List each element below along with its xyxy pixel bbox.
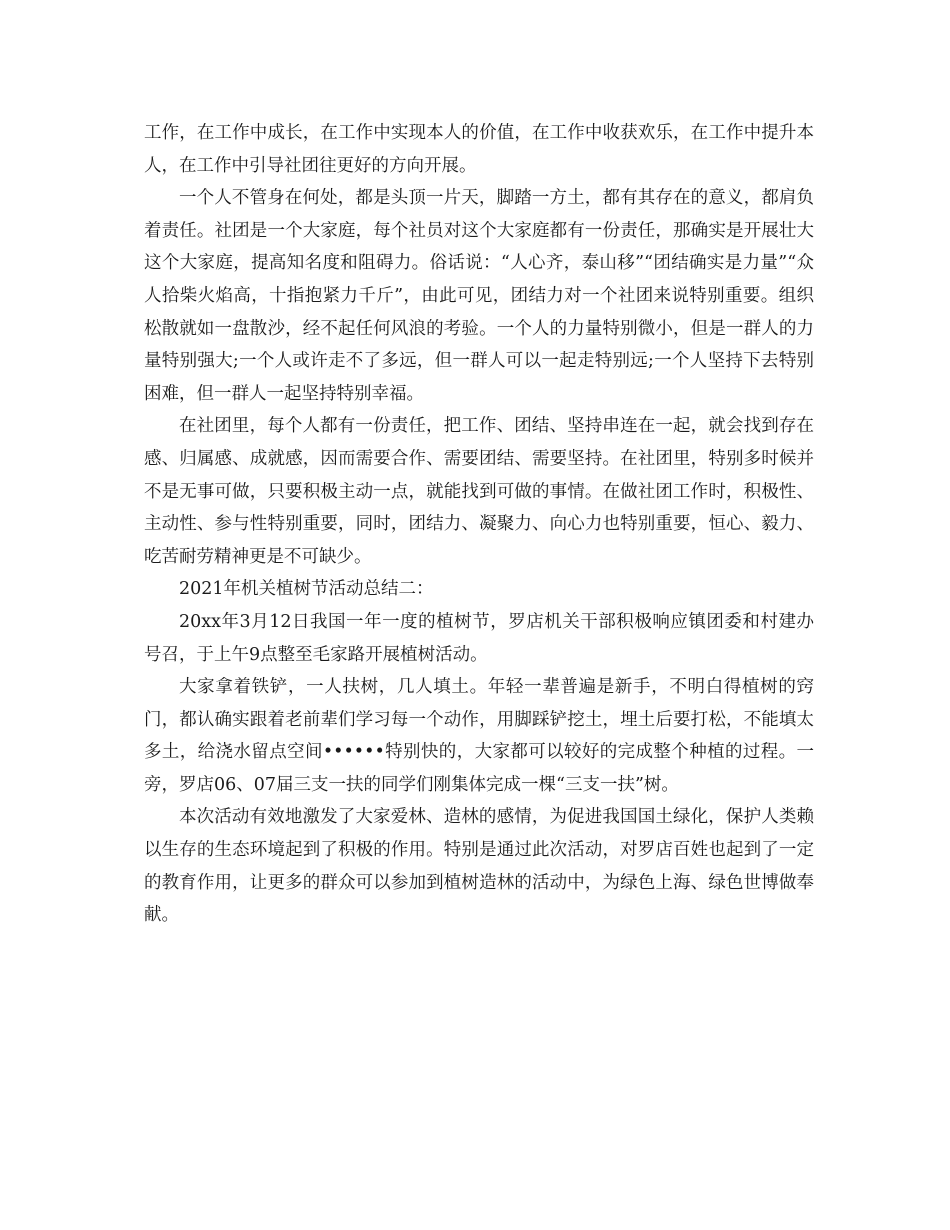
paragraph-planting: 大家拿着铁铲，一人扶树，几人填土。年轻一辈普遍是新手，不明白得植树的窍门，都认确实跟着老前辈们学习每一个动作，用脚踩铲挖土，埋土后要打松，不能填太多土，给浇水留点空间••••••特别快的，大家都可以较好的完成整个种植的过程。一旁，罗店06、07届三支一扶的同学们刚集体完成一棵“三支一扶”树。 — [144, 677, 814, 795]
section-heading: 2021年机关植树节活动总结二： — [179, 579, 434, 600]
document-body — [144, 117, 814, 932]
paragraph-responsibility: 一个人不管身在何处，都是头顶一片天，脚踏一方土，都有其存在的意义，都肩负着责任。社团是一个大家庭，每个社员对这个大家庭都有一份责任，那确实是开展壮大这个大家庭，提高知名度和阻碍力。俗话说：“人心齐，泰山移”“团结确实是力量”“众人拾柴火焰高，十指抱紧力千斤”，由此可见，团结力对一个社团来说特别重要。组织松散就如一盘散沙，经不起任何风浪的考验。一个人的力量特别微小，但是一群人的力量特别强大;一个人或许走不了多远，但一群人可以一起走特别远;一个人坚持下去特别困难，但一群人一起坚持特别幸福。 — [144, 188, 814, 404]
paragraph-arbor-day: 20xx年3月12日我国一年一度的植树节，罗店机关干部积极响应镇团委和村建办号召，于上午9点整至毛家路开展植树活动。 — [144, 611, 814, 665]
paragraph-continuation: 工作，在工作中成长，在工作中实现本人的价值，在工作中收获欢乐，在工作中提升本人，在工作中引导社团往更好的方向开展。 — [144, 123, 814, 176]
paragraph-summary: 本次活动有效地激发了大家爱林、造林的感情，为促进我国国土绿化，保护人类赖以生存的生态环境起到了积极的作用。特别是通过此次活动，对罗店百姓也起到了一定的教育作用，让更多的群众可以参加到植树造林的活动中，为绿色上海、绿色世博做奉献。 — [144, 807, 814, 926]
paragraph-club-duty: 在社团里，每个人都有一份责任，把工作、团结、坚持串连在一起，就会找到存在感、归属感、成就感，因而需要合作、需要团结、需要坚持。在社团里，特别多时候并不是无事可做，只要积极主动一点，就能找到可做的事情。在做社团工作时，积极性、主动性、参与性特别重要，同时，团结力、凝聚力、向心力也特别重要，恒心、毅力、吃苦耐劳精神更是不可缺少。 — [144, 416, 814, 567]
